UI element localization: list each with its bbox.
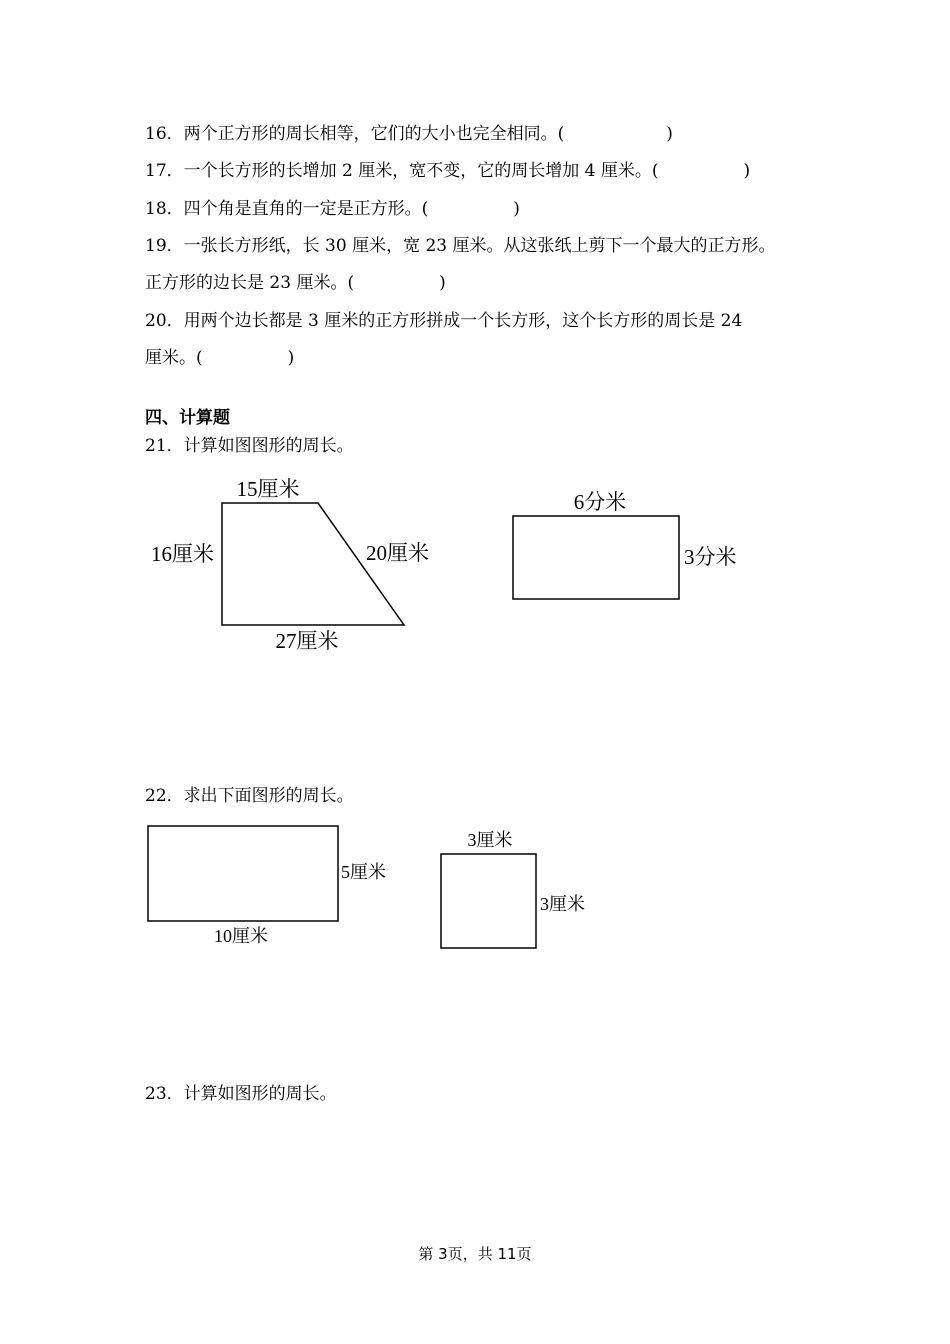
- rectangle-21-right-label: 3分米: [684, 545, 737, 569]
- trapezoid-slant-label: 20厘米: [366, 541, 429, 565]
- trapezoid-left-label: 16厘米: [151, 542, 214, 566]
- rectangle-21-shape: [513, 516, 679, 599]
- page-footer: 第 3页，共 11页: [418, 1245, 532, 1263]
- question-20-line-2: 厘米。( ): [145, 348, 295, 368]
- question-23: 23．计算如图形的周长。: [145, 1084, 337, 1104]
- section-title-calculation: 四、计算题: [145, 408, 230, 428]
- rectangle-22-right-label: 5厘米: [341, 862, 386, 882]
- square-22-shape: [441, 854, 536, 948]
- rectangle-22-bottom-label: 10厘米: [214, 926, 268, 946]
- trapezoid-bottom-label: 27厘米: [275, 629, 339, 653]
- question-18: 18．四个角是直角的一定是正方形。( ): [145, 199, 520, 219]
- question-20-line-1: 20．用两个边长都是 3 厘米的正方形拼成一个长方形，这个长方形的周长是 24: [145, 311, 743, 331]
- question-17: 17．一个长方形的长增加 2 厘米，宽不变，它的周长增加 4 厘米。( ): [145, 161, 751, 181]
- question-19-line-2: 正方形的边长是 23 厘米。( ): [145, 273, 446, 293]
- question-16: 16．两个正方形的周长相等，它们的大小也完全相同。( ): [145, 124, 673, 144]
- square-22-top-label: 3厘米: [467, 830, 513, 850]
- trapezoid-top-label: 15厘米: [236, 477, 300, 501]
- rectangle-21-top-label: 6分米: [573, 490, 627, 514]
- square-22-right-label: 3厘米: [540, 894, 585, 914]
- rectangle-22-shape: [148, 826, 338, 921]
- question-19-line-1: 19．一张长方形纸，长 30 厘米，宽 23 厘米。从这张纸上剪下一个最大的正方形。: [145, 236, 776, 256]
- question-22: 22．求出下面图形的周长。: [145, 786, 354, 806]
- question-21: 21．计算如图图形的周长。: [145, 436, 354, 456]
